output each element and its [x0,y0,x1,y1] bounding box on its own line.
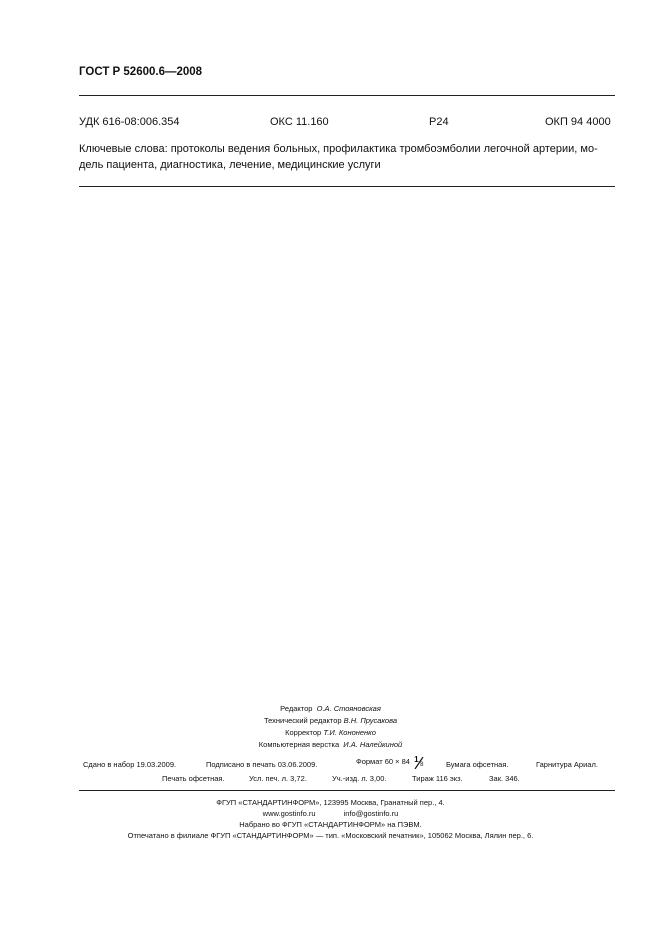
print-type: Печать офсетная. [162,774,225,783]
udk-code: УДК 616-08:006.354 [79,116,180,128]
footer-printed: Отпечатано в филиале ФГУП «СТАНДАРТИНФОРМ» — тип. «Московский печатник», 105062 Москва, Лялин пер., 6. [127,831,534,840]
corrector-name: Т.И. Кононенко [323,728,376,737]
editor-label: Редактор [280,704,313,713]
corrector-line [0,727,661,739]
keywords-line-1: Ключевые слова: протоколы ведения больных, профилактика тромбоэмболии легочной артерии, мо- [79,143,598,155]
footer-address: ФГУП «СТАНДАРТИНФОРМ», 123995 Москва, Гранатный пер., 4. [216,798,445,807]
footer-block [0,797,661,841]
sent-date: Сдано в набор 19.03.2009. [83,760,177,769]
standard-number: ГОСТ Р 52600.6—2008 [79,66,203,78]
footer-contacts [0,808,661,819]
top-divider [79,95,615,96]
format-fraction [412,757,426,767]
corrector-label: Корректор [285,728,322,737]
font-type: Гарнитура Ариал. [536,760,598,769]
signed-date: Подписано в печать 03.06.2009. [206,760,318,769]
layout-name: И.А. Налейкиной [343,740,403,749]
order-number: Зак. 346. [489,774,520,783]
tech-editor-name: В.Н. Прусакова [343,716,398,725]
footer-divider [79,790,615,791]
keywords-line-2: дель пациента, диагностика, лечение, медицинские услуги [79,159,381,171]
print-run: Тираж 116 экз. [412,774,463,783]
paper-type: Бумага офсетная. [446,760,509,769]
format-denominator: 8 [420,762,424,769]
group-code: Р24 [429,116,449,128]
okp-code: ОКП 94 4000 [545,116,611,128]
credits-block [0,703,661,751]
editor-name: О.А. Стояновская [316,704,381,713]
oks-code: ОКС 11.160 [270,116,329,128]
keywords-block [79,141,615,173]
publishing-sheets: Уч.-изд. л. 3,00. [332,774,387,783]
tech-editor-label: Технический редактор [263,716,342,725]
format-label: Формат 60 × 84 [356,757,410,766]
keywords-divider [79,186,615,187]
layout-label: Компьютерная верстка [258,740,340,749]
layout-line [0,739,661,751]
format-info [356,757,426,767]
footer-typeset: Набрано во ФГУП «СТАНДАРТИНФОРМ» на ПЭВМ. [239,820,422,829]
editor-line [0,703,661,715]
tech-editor-line [0,715,661,727]
footer-email[interactable]: info@gostinfo.ru [343,809,399,818]
print-sheets: Усл. печ. л. 3,72. [249,774,307,783]
format-numerator: 1 [414,755,419,765]
footer-website[interactable]: www.gostinfo.ru [262,809,316,818]
